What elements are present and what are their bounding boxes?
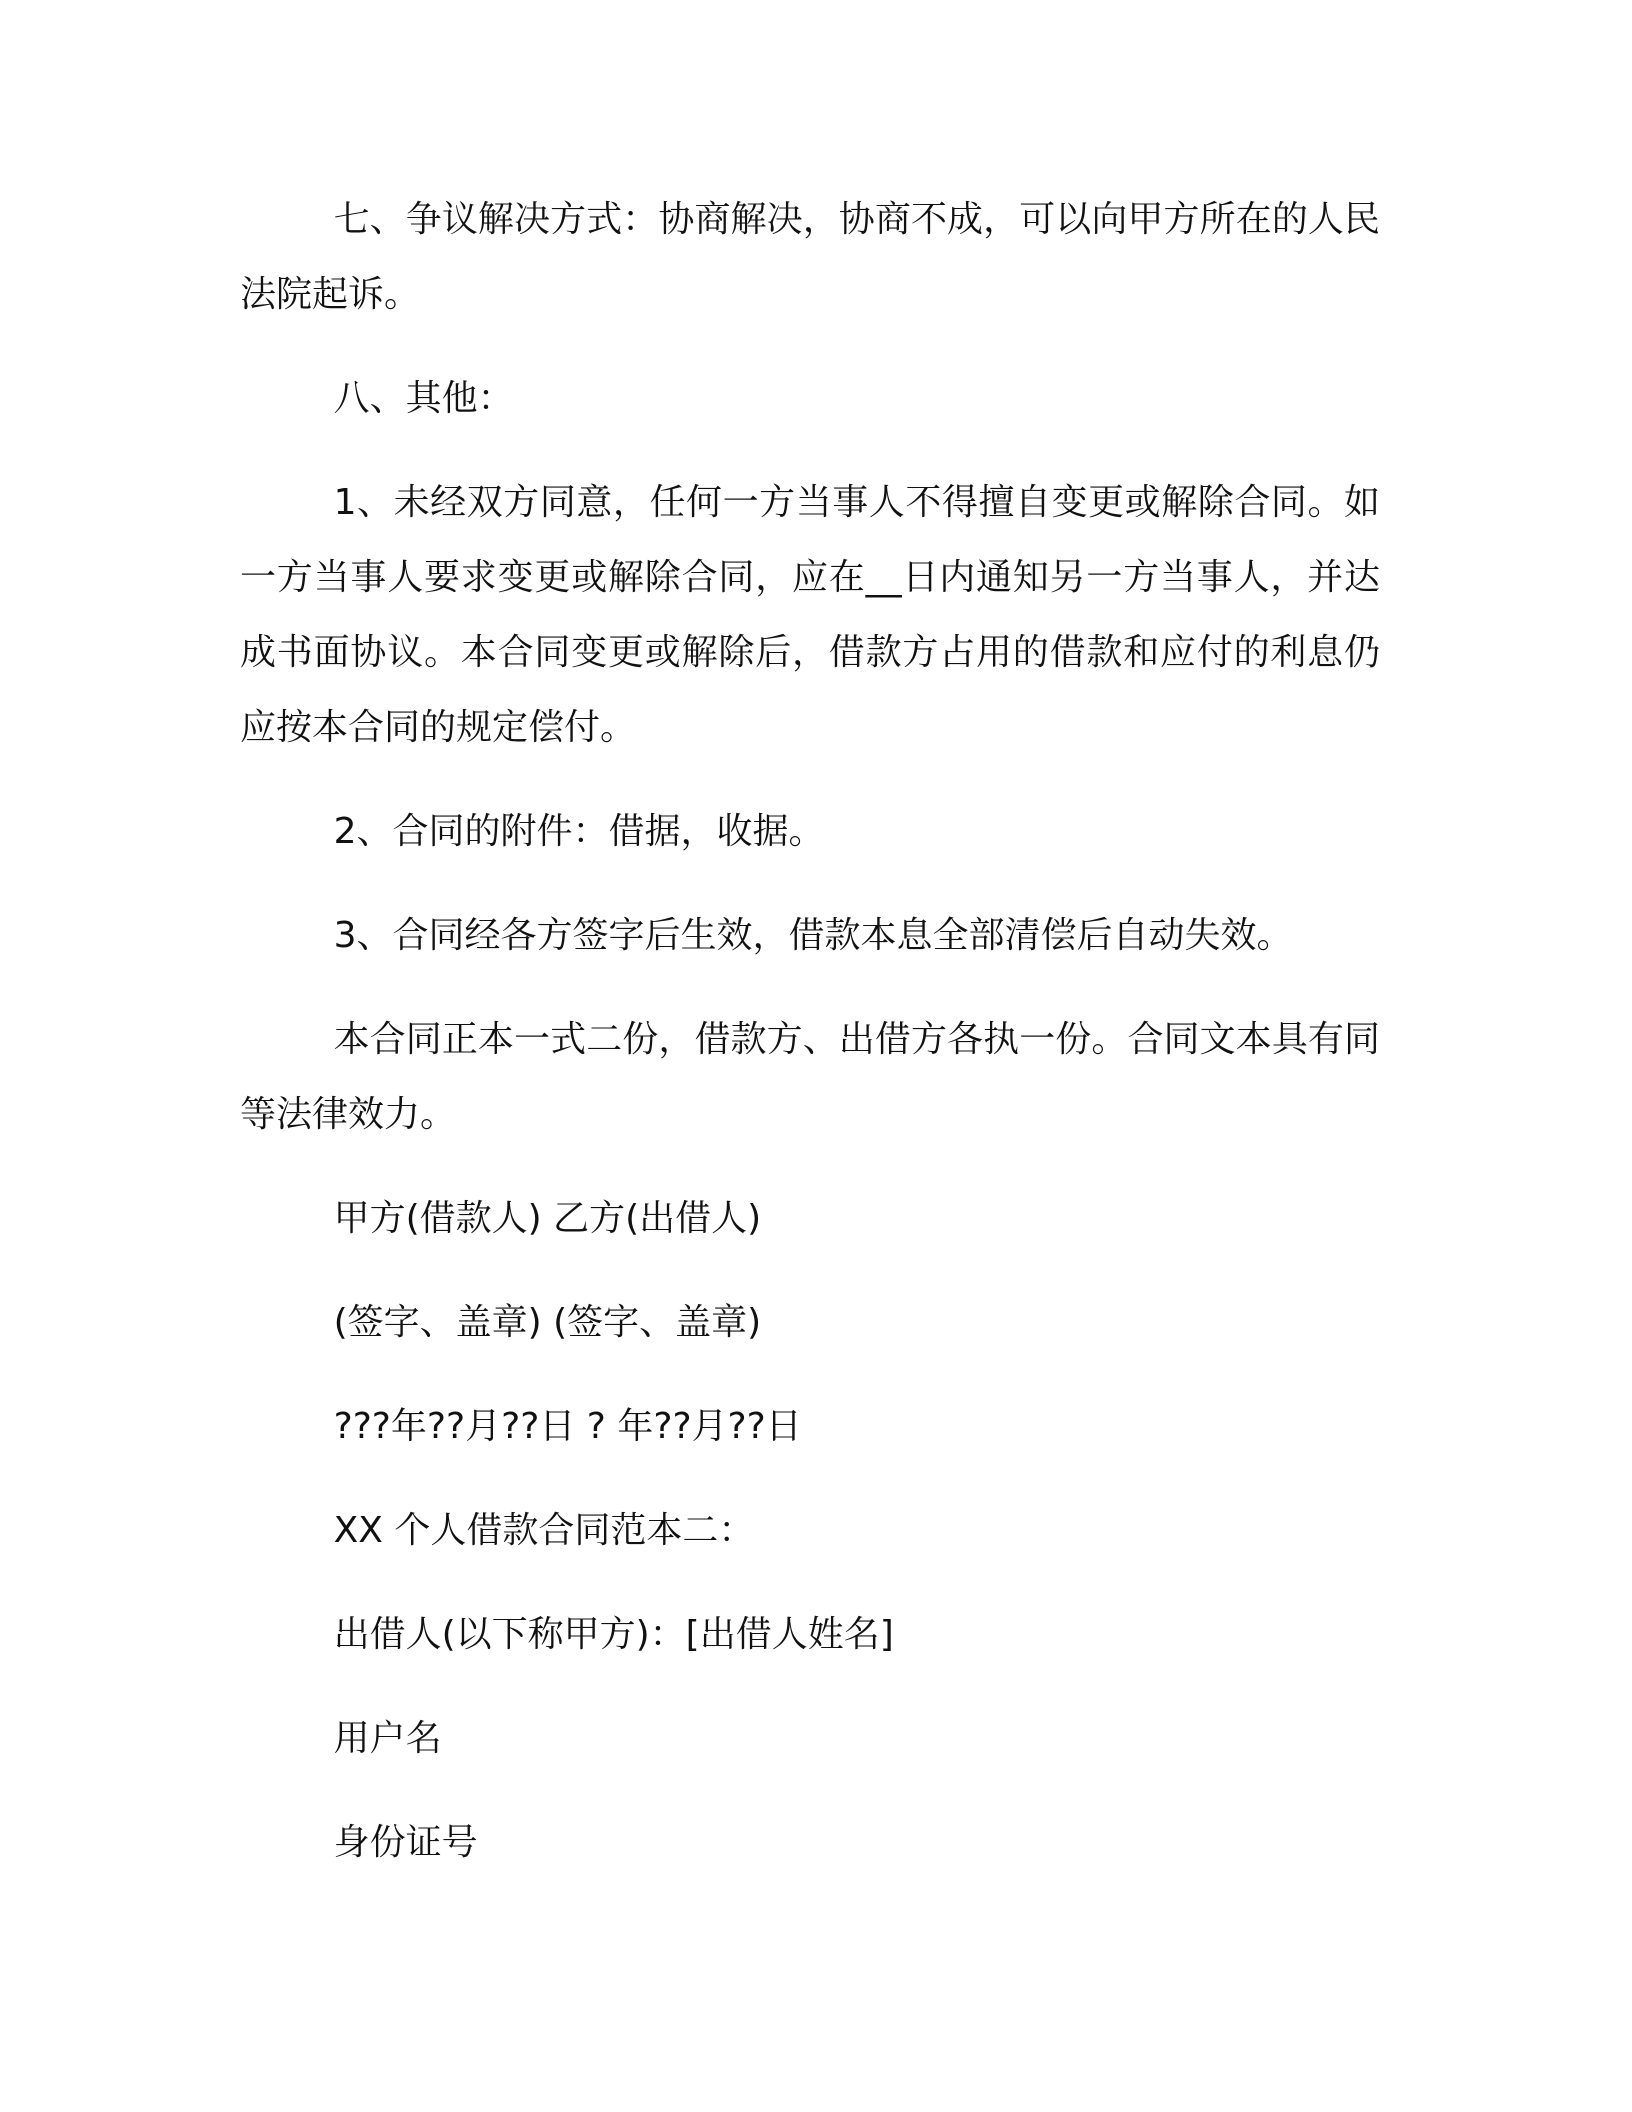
clause-other-item-1: 1、未经双方同意，任何一方当事人不得擅自变更或解除合同。如一方当事人要求变更或解除合同，应在__日内通知另一方当事人，并达成书面协议。本合同变更或解除后，借款方占用的借款和应付的利息仍应按本合同的规定偿付。 [240,482,1380,748]
document-body [240,182,1380,1880]
clause-other-heading: 八、其他： [333,378,514,419]
signature-date-line: ???年??月??日 ? 年??月??日 [333,1406,802,1447]
signature-parties-line: 甲方(借款人) 乙方(出借人) [333,1198,762,1239]
clause-other-item-2: 2、合同的附件：借据，收据。 [333,811,825,852]
username-label: 用户名 [333,1718,442,1759]
lender-name-line: 出借人(以下称甲方)：[出借人姓名] [333,1614,894,1655]
id-number-label: 身份证号 [333,1822,478,1863]
copies-statement: 本合同正本一式二份，借款方、出借方各执一份。合同文本具有同等法律效力。 [240,1019,1380,1135]
template-two-heading: XX 个人借款合同范本二： [333,1510,755,1551]
clause-dispute-resolution: 七、争议解决方式：协商解决，协商不成，可以向甲方所在的人民法院起诉。 [240,199,1380,315]
clause-other-item-3: 3、合同经各方签字后生效，借款本息全部清偿后自动失效。 [333,915,1293,956]
signature-seal-line: (签字、盖章) (签字、盖章) [333,1302,762,1343]
